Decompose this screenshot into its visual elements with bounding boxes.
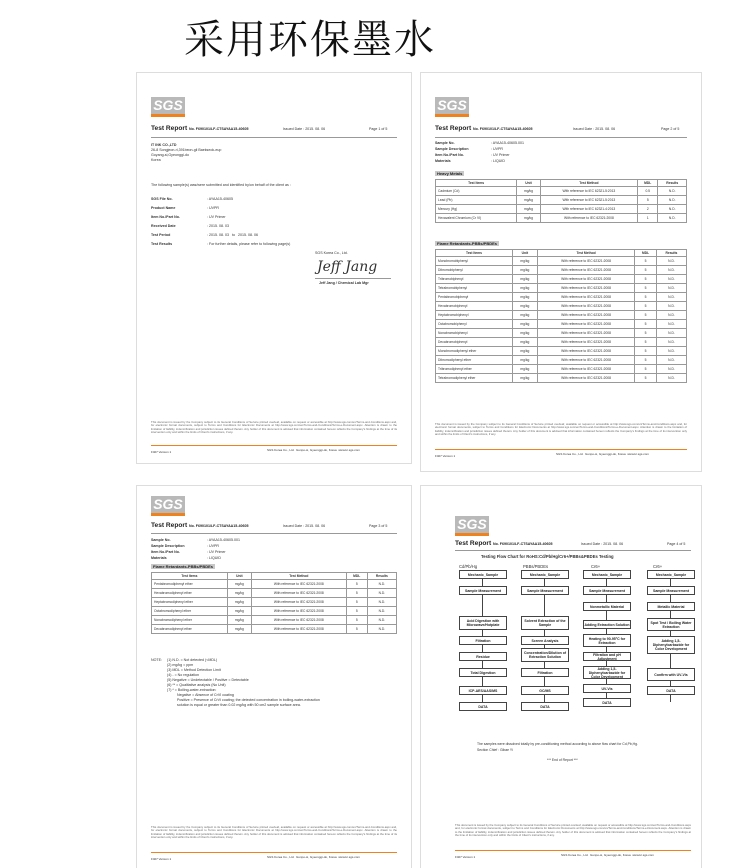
table-row bbox=[436, 275, 687, 284]
signature-line bbox=[315, 278, 391, 279]
table-cell: Pentabromodiphenyl ether bbox=[152, 580, 228, 589]
column-header: Test Items bbox=[436, 250, 513, 257]
table-cell: mg/kg bbox=[512, 257, 537, 266]
sample-value: : AYAA15-40605.001 bbox=[491, 141, 525, 145]
report-title: Test Report No. F690101/LF-CTSAYAA15-40605 bbox=[151, 522, 249, 529]
form-code: F407 Version 1 bbox=[435, 454, 456, 458]
disclaimer: This document is issued by the Company subject to its General Conditions of Service printed overleaf, available on request or accessible at http://www.sgs.com/en/Terms-and-Conditions.aspx and, for electronic format documents, subject to Terms and Conditions for Electronic Documents at http://www.sgs.com/en/Terms-and-Conditions/Terms-e-Document.aspx. Attention is drawn to the limitation of liability, indemnification and jurisdiction issues defined therein. Any holder of this document is advised that information contained hereon reflects the Company's findings at the time of its intervention only and within the limits of Client's instructions, if any. bbox=[151, 420, 397, 435]
table-cell: 5 bbox=[346, 598, 367, 607]
table-cell: N.D. bbox=[656, 338, 686, 347]
table-cell: Tribromodiphenyl ether bbox=[436, 365, 513, 374]
table-cell: mg/kg bbox=[512, 347, 537, 356]
sample-key: Sample Description bbox=[151, 544, 185, 548]
column-header: Test Items bbox=[436, 180, 517, 187]
flame-retardants-title: Flame Retardants-PBBs/PBDEs bbox=[437, 241, 498, 246]
flame-retardants-table bbox=[151, 572, 397, 634]
column-header: Results bbox=[658, 180, 687, 187]
flow-box-conc: Concentration/Dilution of Extraction Solution bbox=[521, 648, 569, 662]
table-cell: 5 bbox=[346, 625, 367, 634]
table-cell: Heptabromobiphenyl bbox=[436, 311, 513, 320]
note-line: Positive = Presence of CrVI coating; the detected concentration in boiling-water-extraction bbox=[177, 698, 320, 702]
issued-date: Issued Date : 2015. 08. 06 bbox=[581, 542, 624, 546]
sample-key: Sample Description bbox=[435, 147, 469, 151]
table-cell: With reference to IEC 62321:2008 bbox=[537, 311, 634, 320]
sample-value: : LIQUID bbox=[207, 556, 221, 560]
table-cell: mg/kg bbox=[227, 616, 251, 625]
field-key: Item No./Part No. bbox=[151, 215, 180, 219]
table-cell: With reference to IEC 62321:2008 bbox=[537, 293, 634, 302]
sgs-logo: SGS bbox=[455, 516, 489, 536]
column-header: Test Method bbox=[537, 250, 634, 257]
sgs-logo: SGS bbox=[151, 496, 185, 516]
flow-box-data2: DATA bbox=[521, 702, 569, 711]
field-value: : 2015. 08. 03 to 2015. 08. 06 bbox=[207, 233, 258, 237]
table-cell: Heptabromodiphenyl ether bbox=[152, 598, 228, 607]
report-page-1 bbox=[137, 73, 411, 463]
report-title: Test Report No. F690101/LF-CTSAYAA15-40605 bbox=[435, 125, 533, 132]
page-number: Page 1 of 5 bbox=[369, 127, 388, 131]
sample-value: : UV Primer bbox=[207, 550, 226, 554]
table-cell: With reference to IEC 62321:2008 bbox=[537, 356, 634, 365]
table-cell: mg/kg bbox=[227, 580, 251, 589]
flame-retardants-table bbox=[435, 249, 687, 383]
divider bbox=[151, 533, 397, 534]
table-row bbox=[436, 311, 687, 320]
headline: 采用环保墨水 bbox=[184, 17, 436, 63]
table-cell: 5 bbox=[635, 266, 657, 275]
footer-line bbox=[151, 852, 397, 853]
table-cell: mg/kg bbox=[512, 365, 537, 374]
table-row bbox=[436, 214, 687, 223]
col-head-pbbs: PBBs/PBDEs bbox=[523, 564, 549, 569]
table-cell: mg/kg bbox=[512, 320, 537, 329]
heavy-metals-title: Heavy Metals bbox=[437, 171, 463, 176]
table-row bbox=[436, 356, 687, 365]
table-cell: 5 bbox=[346, 589, 367, 598]
note-line: (1) N.D. = Not detected (<MDL) bbox=[167, 658, 218, 662]
company-name: IT INK CO.,LTD bbox=[151, 143, 177, 147]
flow-box-spot: Spot Test / Boiling Water Extraction bbox=[647, 618, 695, 631]
table-row bbox=[436, 347, 687, 356]
table-cell: 5 bbox=[635, 320, 657, 329]
table-cell: mg/kg bbox=[512, 293, 537, 302]
table-cell: Tetrabromodiphenyl ether bbox=[436, 374, 513, 383]
table-cell: With reference to IEC 62321:2008 bbox=[537, 284, 634, 293]
flow-box-residue: Residue bbox=[459, 652, 507, 661]
sgs-logo: SGS bbox=[151, 97, 185, 117]
report-page-4 bbox=[421, 486, 701, 868]
table-cell: With reference to IEC 62321:2008 bbox=[537, 275, 634, 284]
table-cell: With reference to IEC 62321:2008 bbox=[251, 580, 346, 589]
sample-key: Materials bbox=[435, 159, 451, 163]
table-cell: N.D. bbox=[656, 374, 686, 383]
table-row bbox=[436, 320, 687, 329]
table-cell: Octabromodiphenyl ether bbox=[152, 607, 228, 616]
table-cell: 5 bbox=[635, 284, 657, 293]
table-cell: With reference to IEC 62321:2008 bbox=[537, 320, 634, 329]
table-cell: 0.5 bbox=[638, 187, 658, 196]
column-header: MDL bbox=[346, 573, 367, 580]
table-cell: 5 bbox=[635, 302, 657, 311]
table-cell: 5 bbox=[635, 374, 657, 383]
heavy-metals-table bbox=[435, 179, 687, 223]
table-cell: Tribromobiphenyl bbox=[436, 275, 513, 284]
table-cell: 5 bbox=[635, 338, 657, 347]
table-cell: N.D. bbox=[656, 347, 686, 356]
sample-value: : UVPR bbox=[207, 544, 219, 548]
table-cell: mg/kg bbox=[512, 329, 537, 338]
table-row bbox=[152, 616, 397, 625]
dissolve-note: The samples were dissolved totally by pre-conditioning method according to above flow chart for Cd,Pb,Hg. bbox=[477, 742, 638, 746]
column-header: Unit bbox=[517, 180, 541, 187]
table-cell: mg/kg bbox=[227, 589, 251, 598]
disclaimer: This document is issued by the Company subject to its General Conditions of Service printed overleaf, available on request or accessible at http://www.sgs.com/en/Terms-and-Conditions.aspx and, for electronic format documents, subject to Terms and Conditions for Electronic Documents at http://www.sgs.com/en/Terms-and-Conditions/Terms-e-Document.aspx. Attention is drawn to the limitation of liability, indemnification and jurisdiction issues defined therein. Any holder of this document is advised that information contained hereon reflects the Company's findings at the time of its intervention only and within the limits of Client's instructions, if any. bbox=[151, 825, 397, 840]
table-row bbox=[436, 329, 687, 338]
note-line: (7) * = Boiling-water-extraction: bbox=[167, 688, 217, 692]
column-header: Unit bbox=[227, 573, 251, 580]
report-page-2 bbox=[421, 73, 701, 471]
sample-key: Materials bbox=[151, 556, 167, 560]
table-cell: Pentabromobiphenyl bbox=[436, 293, 513, 302]
table-cell: mg/kg bbox=[512, 338, 537, 347]
table-cell: Nonabromodiphenyl ether bbox=[152, 616, 228, 625]
table-row bbox=[436, 205, 687, 214]
column-header: Test Method bbox=[540, 180, 637, 187]
table-cell: With reference to IEC 62321:2008 bbox=[537, 365, 634, 374]
form-code: F407 Version 1 bbox=[151, 857, 172, 861]
flow-box-metal: Metallic Material bbox=[647, 602, 695, 611]
table-cell: Hexabromodiphenyl ether bbox=[152, 589, 228, 598]
note-label: NOTE: bbox=[151, 658, 162, 662]
field-key: Test Period bbox=[151, 233, 171, 237]
table-cell: N.D. bbox=[656, 257, 686, 266]
page-number: Page 2 of 5 bbox=[661, 127, 680, 131]
table-cell: mg/kg bbox=[512, 356, 537, 365]
table-cell: N.D. bbox=[367, 589, 396, 598]
sample-key: Item No./Part No. bbox=[435, 153, 464, 157]
table-cell: With reference to IEC 62321-4:2013 bbox=[540, 205, 637, 214]
disclaimer: This document is issued by the Company subject to its General Conditions of Service printed overleaf, available on request or accessible at http://www.sgs.com/en/Terms-and-Conditions.aspx and, for electronic format documents, subject to Terms and Conditions for Electronic Documents at http://www.sgs.com/en/Terms-and-Conditions/Terms-e-Document.aspx. Attention is drawn to the limitation of liability, indemnification and jurisdiction issues defined therein. Any holder of this document is advised that information contained hereon reflects the Company's findings at the time of its intervention only and within the limits of Client's instructions, if any. bbox=[435, 422, 687, 437]
table-row bbox=[436, 266, 687, 275]
table-row bbox=[436, 338, 687, 347]
flow-box-data3: DATA bbox=[583, 698, 631, 707]
table-cell: Lead (Pb) bbox=[436, 196, 517, 205]
form-code: F407 Version 1 bbox=[151, 450, 172, 454]
signer: Jeff Jang / Chemical Lab Mgr bbox=[319, 281, 369, 285]
table-row bbox=[436, 196, 687, 205]
table-cell: mg/kg bbox=[512, 275, 537, 284]
table-row bbox=[436, 284, 687, 293]
table-cell: mg/kg bbox=[227, 607, 251, 616]
flow-box-data1: DATA bbox=[459, 702, 507, 711]
divider bbox=[455, 550, 691, 551]
page-number: Page 4 of 5 bbox=[667, 542, 686, 546]
table-cell: N.D. bbox=[656, 266, 686, 275]
table-row bbox=[436, 302, 687, 311]
flow-box-mech2: Mechanic_Sample bbox=[521, 570, 569, 579]
table-cell: 5 bbox=[346, 607, 367, 616]
column-header: MDL bbox=[638, 180, 658, 187]
field-key: Product Name bbox=[151, 206, 176, 210]
issued-date: Issued Date : 2015. 08. 06 bbox=[283, 127, 326, 131]
report-page-3 bbox=[137, 486, 411, 868]
table-row bbox=[436, 187, 687, 196]
table-cell: 5 bbox=[635, 311, 657, 320]
flow-box-confirm: Confirm with UV-Vis bbox=[647, 668, 695, 681]
field-key: SGS File No. bbox=[151, 197, 173, 201]
table-cell: N.D. bbox=[367, 625, 396, 634]
table-cell: N.D. bbox=[656, 275, 686, 284]
table-cell: N.D. bbox=[658, 187, 687, 196]
sample-value: : LIQUID bbox=[491, 159, 505, 163]
table-cell: With reference to IEC 62321-5:2013 bbox=[540, 187, 637, 196]
table-cell: N.D. bbox=[658, 214, 687, 223]
table-cell: 5 bbox=[635, 365, 657, 374]
divider bbox=[151, 137, 397, 138]
table-cell: mg/kg bbox=[517, 196, 541, 205]
section-chief: Section Chief : Gibae Yi bbox=[477, 748, 513, 752]
table-cell: Decabromodiphenyl ether bbox=[152, 625, 228, 634]
table-cell: mg/kg bbox=[512, 284, 537, 293]
table-cell: 5 bbox=[635, 275, 657, 284]
flow-box-mech4: Mechanic_Sample bbox=[647, 570, 695, 579]
flow-box-mech1: Mechanic_Sample bbox=[459, 570, 507, 579]
flow-box-meas4: Sample Measurement bbox=[647, 586, 695, 595]
table-row bbox=[436, 293, 687, 302]
table-cell: N.D. bbox=[656, 302, 686, 311]
table-cell: With reference to IEC 62321-5:2013 bbox=[540, 196, 637, 205]
col-head-cdpbhg: Cd/Pb/Hg bbox=[459, 564, 478, 569]
table-cell: Hexavalent Chromium (Cr VI) bbox=[436, 214, 517, 223]
table-cell: 5 bbox=[635, 329, 657, 338]
table-cell: 5 bbox=[346, 580, 367, 589]
table-cell: With reference to IEC 62321:2008 bbox=[537, 302, 634, 311]
page-number: Page 3 of 5 bbox=[369, 524, 388, 528]
end-of-report: *** End of Report *** bbox=[547, 758, 578, 762]
table-cell: mg/kg bbox=[512, 311, 537, 320]
sample-value: : UVPR bbox=[491, 147, 503, 151]
divider bbox=[435, 137, 687, 138]
footer-address: SGS Korea Co., Ltd. Gunpo-si, Gyeonggi-do, Korea www.kr.sgs.com bbox=[561, 853, 654, 857]
flow-box-meas2: Sample Measurement bbox=[521, 586, 569, 595]
flow-box-total: Total Digestion bbox=[459, 668, 507, 677]
field-value: : UVPR bbox=[207, 206, 219, 210]
sample-key: Sample No. bbox=[151, 538, 171, 542]
flow-box-solvent: Solvent Extraction of the Sample bbox=[521, 616, 569, 630]
table-cell: With reference to IEC 62321:2008 bbox=[537, 347, 634, 356]
table-cell: Hexabromobiphenyl bbox=[436, 302, 513, 311]
disclaimer: This document is issued by the Company subject to its General Conditions of Service printed overleaf, available on request or accessible at http://www.sgs.com/en/Terms-and-Conditions.aspx and, for electronic format documents, subject to Terms and Conditions for Electronic Documents at http://www.sgs.com/en/Terms-and-Conditions/Terms-e-Document.aspx. Attention is drawn to the limitation of liability, indemnification and jurisdiction issues defined therein. Any holder of this document is advised that information contained hereon reflects the Company's findings at the time of its intervention only and within the limits of Client's instructions, if any. bbox=[455, 823, 691, 838]
flow-box-mech3: Mechanic_Sample bbox=[583, 570, 631, 579]
note-line: (3) MDL = Method Detection Limit bbox=[167, 668, 221, 672]
company-address: 26-8 Songjeon-ri,391beon-gil Baekseok-eup Goyang-si,Gyeonggi-do Korea bbox=[151, 148, 222, 162]
footer-address: SGS Korea Co., Ltd. Gunpo-si, Gyeonggi-do, Korea www.kr.sgs.com bbox=[556, 452, 649, 456]
flow-box-screen: Screen Analysis bbox=[521, 636, 569, 645]
table-cell: N.D. bbox=[656, 365, 686, 374]
field-value: : UV Primer bbox=[207, 215, 226, 219]
field-value: : AYAA15-40605 bbox=[207, 197, 234, 201]
table-cell: With reference to IEC 62321:2008 bbox=[251, 625, 346, 634]
table-cell: With reference to IEC 62321:2008 bbox=[537, 329, 634, 338]
sample-key: Item No./Part No. bbox=[151, 550, 180, 554]
table-cell: N.D. bbox=[367, 607, 396, 616]
table-cell: N.D. bbox=[367, 598, 396, 607]
flow-chart-title: Testing Flow Chart for RoHS:Cd/Pb/Hg/Cr6+/PBBs&PBDEs Testing bbox=[481, 554, 614, 559]
sgs-logo: SGS bbox=[435, 97, 469, 117]
flow-box-gcms: GC/MS bbox=[521, 686, 569, 695]
footer-line bbox=[455, 850, 691, 851]
col-head-cr6-b: Cr6+ bbox=[653, 564, 663, 569]
flame-retardants-title: Flame Retardants-PBBs/PBDEs bbox=[153, 564, 214, 569]
field-value: : For further details, please refer to following page(s) bbox=[207, 242, 291, 246]
note-line: (4) - = No regulation bbox=[167, 673, 200, 677]
table-cell: Cadmium (Cd) bbox=[436, 187, 517, 196]
column-header: Results bbox=[656, 250, 686, 257]
table-cell: 2 bbox=[638, 205, 658, 214]
table-cell: 5 bbox=[635, 293, 657, 302]
issued-date: Issued Date : 2015. 08. 06 bbox=[283, 524, 326, 528]
table-cell: N.D. bbox=[658, 196, 687, 205]
table-cell: N.D. bbox=[656, 320, 686, 329]
table-row bbox=[436, 374, 687, 383]
table-cell: With reference to IEC 62321:2008 bbox=[251, 616, 346, 625]
column-header: Unit bbox=[512, 250, 537, 257]
column-header: MDL bbox=[635, 250, 657, 257]
table-cell: With reference to IEC 62321:2008 bbox=[537, 257, 634, 266]
table-cell: mg/kg bbox=[517, 214, 541, 223]
flow-box-nonmetal: Nonmetallic Material bbox=[583, 602, 631, 611]
table-cell: Dibromodiphenyl ether bbox=[436, 356, 513, 365]
note-line: Negative = Absence of CrVI coating bbox=[177, 693, 234, 697]
column-header: Results bbox=[367, 573, 396, 580]
table-cell: N.D. bbox=[656, 356, 686, 365]
column-header: Test Items bbox=[152, 573, 228, 580]
table-row bbox=[152, 580, 397, 589]
sample-value: : AYAA15-40605.001 bbox=[207, 538, 241, 542]
note-line: (2) mg/kg = ppm bbox=[167, 663, 194, 667]
table-cell: 5 bbox=[638, 196, 658, 205]
table-cell: Nonabromobiphenyl bbox=[436, 329, 513, 338]
table-cell: N.D. bbox=[656, 311, 686, 320]
table-cell: With reference to IEC 62321:2008 bbox=[251, 598, 346, 607]
report-title: Test Report No. F690101/LF-CTSAYAA15-40605 bbox=[151, 125, 249, 132]
issued-date: Issued Date : 2015. 08. 06 bbox=[573, 127, 616, 131]
flow-box-icp: ICP-AES/AAS/MS bbox=[459, 686, 507, 695]
table-cell: mg/kg bbox=[512, 374, 537, 383]
table-cell: Octabromobiphenyl bbox=[436, 320, 513, 329]
table-row bbox=[436, 365, 687, 374]
footer-line bbox=[435, 449, 687, 450]
table-cell: 1 bbox=[638, 214, 658, 223]
table-cell: Monobromodiphenyl ether bbox=[436, 347, 513, 356]
table-cell: Decabromobiphenyl bbox=[436, 338, 513, 347]
flow-box-filtration2: Filtration bbox=[521, 668, 569, 677]
table-cell: N.D. bbox=[656, 284, 686, 293]
table-cell: mg/kg bbox=[517, 205, 541, 214]
table-row bbox=[436, 257, 687, 266]
footer-address: SGS Korea Co., Ltd. Gunpo-si, Gyeonggi-do, Korea www.kr.sgs.com bbox=[267, 448, 360, 452]
col-head-cr6-a: Cr6+ bbox=[591, 564, 601, 569]
table-cell: mg/kg bbox=[512, 302, 537, 311]
footer-address: SGS Korea Co., Ltd. Gunpo-si, Gyeonggi-do, Korea www.kr.sgs.com bbox=[267, 855, 360, 859]
table-row bbox=[152, 589, 397, 598]
table-cell: With reference to IEC 62321:2008 bbox=[537, 374, 634, 383]
table-row bbox=[152, 598, 397, 607]
table-cell: Mercury (Hg) bbox=[436, 205, 517, 214]
table-cell: With reference to IEC 62321:2008 bbox=[537, 338, 634, 347]
table-cell: N.D. bbox=[656, 293, 686, 302]
table-cell: mg/kg bbox=[517, 187, 541, 196]
flow-box-filtration1: Filtration bbox=[459, 636, 507, 645]
table-cell: mg/kg bbox=[227, 625, 251, 634]
table-cell: mg/kg bbox=[512, 266, 537, 275]
note-line: (5) Negative = Undetectable / Positive = Detectable bbox=[167, 678, 249, 682]
signature: Jeff Jang bbox=[317, 259, 378, 275]
flow-box-adding2: Adding 1,5-Diphenylcarbazide for Color Development bbox=[647, 636, 695, 654]
sample-key: Sample No. bbox=[435, 141, 455, 145]
column-header: Test Method bbox=[251, 573, 346, 580]
flow-box-meas1: Sample Measurement bbox=[459, 586, 507, 595]
table-cell: mg/kg bbox=[227, 598, 251, 607]
flow-box-filtph: Filtration and pH Adjustment bbox=[583, 652, 631, 661]
flow-box-data4: DATA bbox=[647, 686, 695, 695]
table-cell: Dibromobiphenyl bbox=[436, 266, 513, 275]
form-code: F407 Version 1 bbox=[455, 855, 476, 859]
table-cell: Tetrabromobiphenyl bbox=[436, 284, 513, 293]
table-cell: 5 bbox=[635, 347, 657, 356]
table-row bbox=[152, 625, 397, 634]
note-line: (6) ** = Qualitative analysis (No Unit) bbox=[167, 683, 226, 687]
footer-line bbox=[151, 445, 397, 446]
table-cell: 5 bbox=[635, 356, 657, 365]
report-title: Test Report No. F690101/LF-CTSAYAA15-40605 bbox=[455, 540, 553, 547]
field-key: Test Results bbox=[151, 242, 173, 246]
flow-box-adding1: Adding Extraction Solution bbox=[583, 620, 631, 629]
table-cell: N.D. bbox=[367, 616, 396, 625]
flow-box-acid: Acid Digestion with Microwave/Hotplate bbox=[459, 616, 507, 630]
flow-box-heating: Heating to 90-95°C for Extraction bbox=[583, 634, 631, 647]
table-cell: With reference to IEC 62321:2008 bbox=[251, 607, 346, 616]
sample-value: : UV Primer bbox=[491, 153, 510, 157]
table-cell: N.D. bbox=[658, 205, 687, 214]
flow-box-adding3: Adding 1,5-Diphenylcarbazide for Color Development bbox=[583, 666, 631, 679]
table-cell: 5 bbox=[635, 257, 657, 266]
table-cell: 5 bbox=[346, 616, 367, 625]
table-row bbox=[152, 607, 397, 616]
lab-name: SGS Korea Co., Ltd. bbox=[315, 251, 348, 255]
table-cell: N.D. bbox=[656, 329, 686, 338]
table-cell: Monobromobiphenyl bbox=[436, 257, 513, 266]
table-cell: With reference to IEC 62321:2008 bbox=[540, 214, 637, 223]
table-cell: N.D. bbox=[367, 580, 396, 589]
field-value: : 2015. 08. 03 bbox=[207, 224, 229, 228]
note-line: solution is equal or greater than 0.02 mg/kg with 50 cm2 sample surface area. bbox=[177, 703, 301, 707]
intro-text: The following sample(s) was/were submitted and identified by/on behalf of the client as : bbox=[151, 183, 291, 187]
table-cell: With reference to IEC 62321:2008 bbox=[251, 589, 346, 598]
flow-box-meas3: Sample Measurement bbox=[583, 586, 631, 595]
table-cell: With reference to IEC 62321:2008 bbox=[537, 266, 634, 275]
flow-box-uvvis: UV-Vis bbox=[583, 684, 631, 693]
field-key: Received Date bbox=[151, 224, 176, 228]
